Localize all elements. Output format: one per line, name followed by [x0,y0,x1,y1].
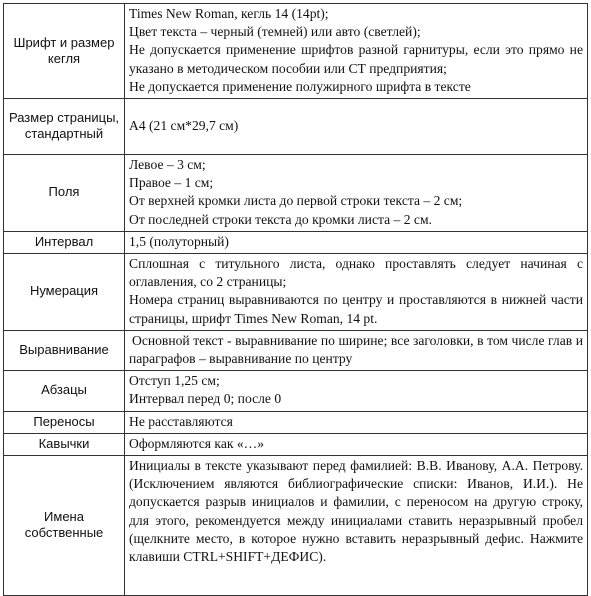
table-row-quotes [4,433,588,455]
row-label-quotes: Кавычки [4,433,125,455]
value-line: Отступ 1,25 см; [129,373,220,389]
row-value-interval [125,231,588,253]
table-row-hyphenation [4,411,588,433]
table-row-margins [4,155,588,232]
value-line: Инициалы в тексте указывают перед фамилией: В.В. Иванову, А.А. Петрову. (Исключением являются библиографические списки: Иванов, И.И.). Не допускается разрыв инициалов и фамилии, с переносом на другую строку, для этого, рекомендуется между инициалами ставить неразрывный пробел (щелкните место, в которое нужно вставить неразрывный дефис. Нажмите клавиши CTRL+SHIFT+ДЕФИС). [129,458,583,565]
value-line: Интервал перед 0; после 0 [129,391,282,407]
row-label-font: Шрифт и размер кегля [4,4,125,99]
value-line: От верхней кромки листа до первой строки текста – 2 см; [129,193,463,209]
value-line: Цвет текста – черный (темней) или авто (светлей); [129,24,421,40]
row-value-paragraphs [125,371,588,411]
value-line: 1,5 (полуторный) [129,233,229,249]
value-line: Номера страниц выравниваются по центру и проставляются в нижней части страницы, шрифт Times New Roman, 14 pt. [129,292,583,326]
row-value-font [125,4,588,99]
row-value-proper-names [125,456,588,596]
value-line: Times New Roman, кегль 14 (14pt); [129,6,329,21]
table-row-page-size [4,99,588,155]
row-label-alignment: Выравнивание [4,330,125,370]
row-value-alignment [125,330,588,370]
value-line: Не допускается применение полужирного шрифта в тексте [129,78,471,94]
row-label-page-size: Размер страницы, стандартный [4,99,125,155]
formatting-requirements-table [3,3,588,596]
value-line: Оформляются как «…» [129,435,265,451]
value-line: От последней строки текста до кромки листа – 2 см. [129,211,432,227]
value-line: Сплошная с титульного листа, однако проставлять следует начиная с оглавления, со 2 страницы; [129,256,583,290]
value-line: Левое – 3 см; [129,157,206,173]
value-line: Не расставляются [129,413,233,429]
row-label-interval: Интервал [4,231,125,253]
row-value-page-size [125,99,588,155]
table-row-alignment [4,330,588,370]
value-line: Правое – 1 см; [129,175,214,191]
row-value-margins [125,155,588,232]
row-label-numbering: Нумерация [4,254,125,331]
row-value-numbering [125,254,588,331]
row-label-hyphenation: Переносы [4,411,125,433]
table-row-proper-names [4,456,588,596]
table-row-font [4,4,588,99]
table-row-interval [4,231,588,253]
table-row-paragraphs [4,371,588,411]
row-label-paragraphs: Абзацы [4,371,125,411]
table-row-numbering [4,254,588,331]
value-line: А4 (21 см*29,7 см) [129,117,239,133]
row-label-margins: Поля [4,155,125,232]
row-value-quotes [125,433,588,455]
row-label-proper-names: Имена собственные [4,456,125,596]
value-line: Основной текст - выравнивание по ширине; все заголовки, в том числе глав и параграфов – выравнивание по центру [129,332,583,367]
value-line: Не допускается применение шрифтов разной гарнитуры, если это прямо не указано в методическом пособии или СТ предприятия; [129,42,583,76]
row-value-hyphenation [125,411,588,433]
